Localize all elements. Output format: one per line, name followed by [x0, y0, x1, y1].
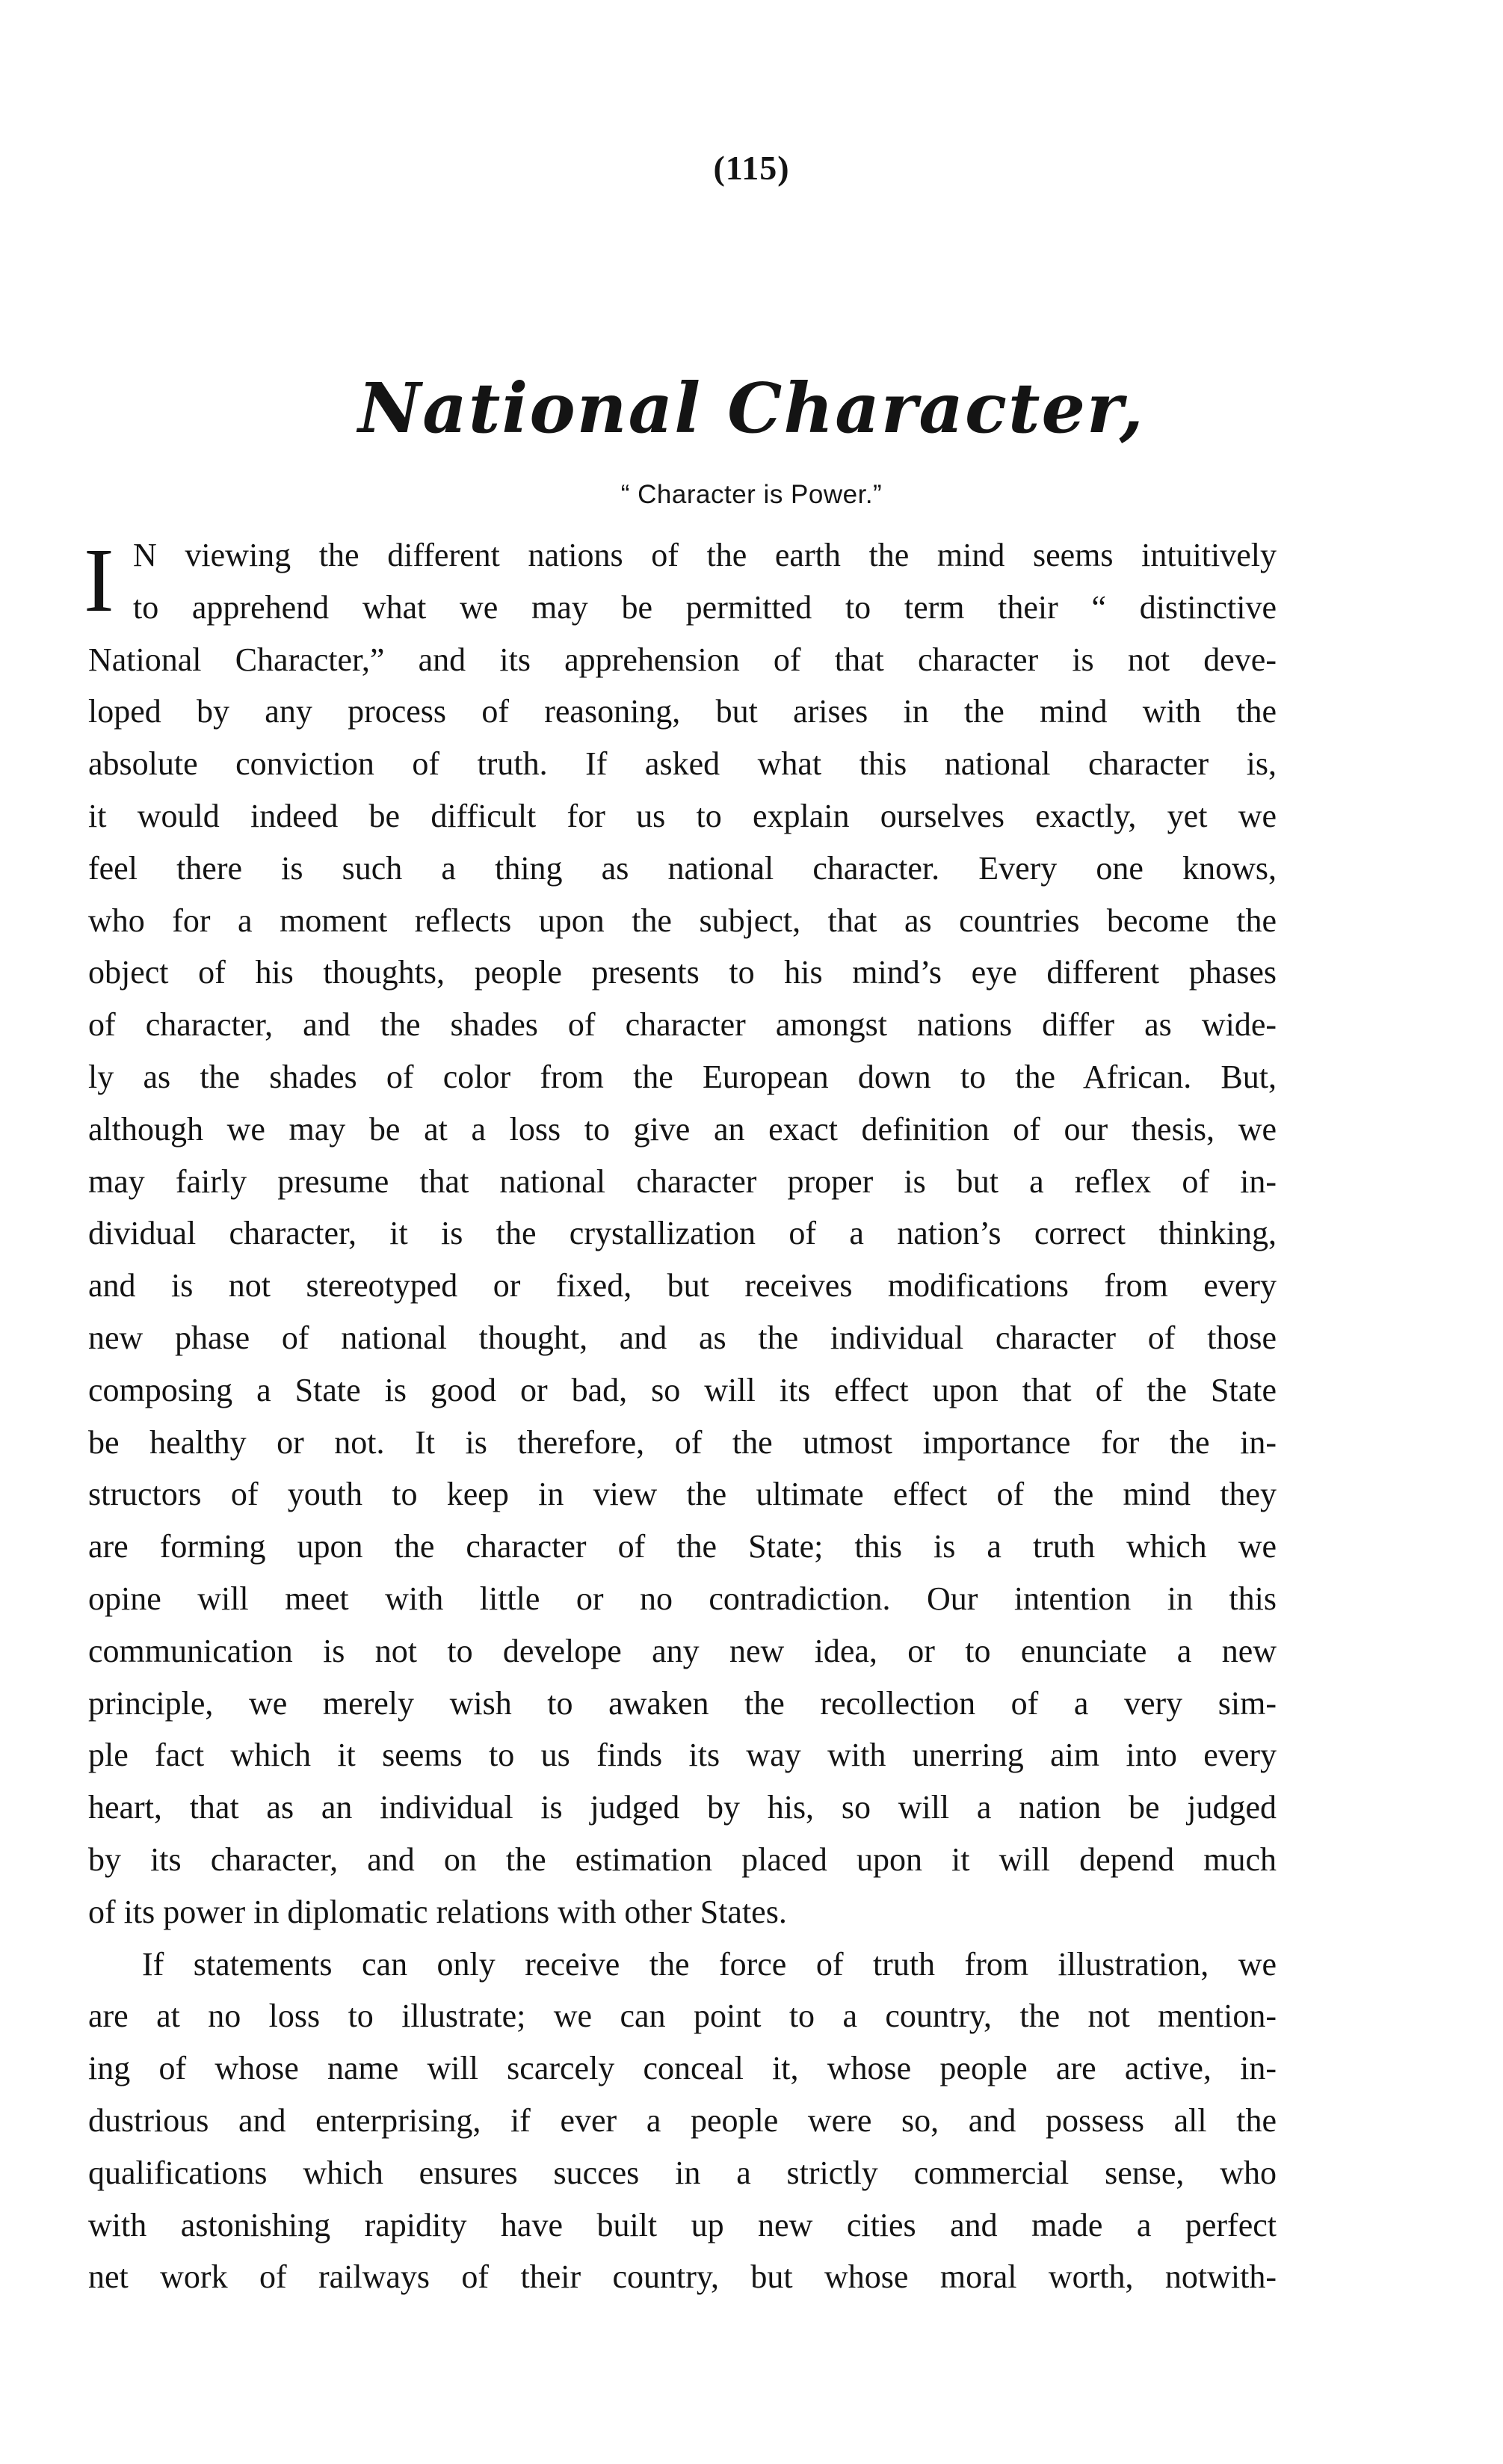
text-line: ly as the shades of color from the European down to the African. But,	[88, 1058, 1277, 1095]
text-line: dividual character, it is the crystallization of a nation’s correct thinking,	[88, 1215, 1277, 1252]
text-line: dustrious and enterprising, if ever a people were so, and possess all the	[88, 2101, 1277, 2139]
text-line: opine will meet with little or no contradiction. Our intention in this	[88, 1580, 1277, 1617]
text-line: feel there is such a thing as national character. Every one knows,	[88, 849, 1277, 887]
text-line: of its power in diplomatic relations with other States.	[88, 1893, 787, 1930]
text-line: absolute conviction of truth. If asked what this national character is,	[88, 745, 1277, 783]
text-line: If statements can only receive the force of truth from illustration, we	[142, 1945, 1277, 1983]
text-line: it would indeed be difficult for us to explain ourselves exactly, yet we	[88, 797, 1277, 834]
text-line: and is not stereotyped or fixed, but receives modifications from every	[88, 1267, 1277, 1305]
text-line: by its character, and on the estimation placed upon it will depend much	[88, 1841, 1277, 1878]
text-line: who for a moment reflects upon the subject, that as countries become the	[88, 902, 1277, 939]
text-line: although we may be at a loss to give an exact definition of our thesis, we	[88, 1110, 1277, 1148]
text-line: N viewing the different nations of the earth the mind seems intuitively	[133, 537, 1277, 573]
epigraph: “ Character is Power.”	[620, 480, 883, 509]
text-line: to apprehend what we may be permitted to term their “ distinctive	[133, 588, 1277, 626]
paragraph-2	[88, 1938, 1277, 2304]
text-line: communication is not to develope any new idea, or to enunciate a new	[88, 1632, 1277, 1669]
article-body	[84, 529, 1277, 2303]
text-line: with astonishing rapidity have built up new cities and made a perfect	[88, 2206, 1277, 2243]
text-line: be healthy or not. It is therefore, of the utmost importance for the in-	[88, 1423, 1277, 1461]
text-line: net work of railways of their country, but whose moral worth, notwith-	[88, 2258, 1277, 2296]
article-title: National Character,	[358, 368, 1145, 449]
text-line: structors of youth to keep in view the ultimate effect of the mind they	[88, 1476, 1277, 1513]
text-line: principle, we merely wish to awaken the recollection of a very sim-	[88, 1684, 1277, 1722]
text-line: are forming upon the character of the State; this is a truth which we	[88, 1528, 1277, 1565]
text-line: are at no loss to illustrate; we can point to a country, the not mention-	[88, 1998, 1277, 2035]
drop-cap: I	[84, 530, 114, 631]
paragraph-1	[88, 529, 1277, 1938]
text-line: heart, that as an individual is judged by his, so will a nation be judged	[88, 1789, 1277, 1826]
page-number: (115)	[713, 149, 790, 187]
text-line: new phase of national thought, and as the individual character of those	[88, 1319, 1277, 1356]
text-line: ing of whose name will scarcely conceal it, whose people are active, in-	[88, 2050, 1277, 2087]
text-line: qualifications which ensures succes in a strictly commercial sense, who	[88, 2154, 1277, 2191]
text-line: ple fact which it seems to us finds its way with unerring aim into every	[88, 1737, 1277, 1774]
text-line: object of his thoughts, people presents to his mind’s eye different phases	[88, 954, 1277, 991]
text-line: loped by any process of reasoning, but arises in the mind with the	[88, 693, 1277, 730]
text-line: National Character,” and its apprehension of that character is not deve-	[88, 641, 1277, 678]
text-line: of character, and the shades of character amongst nations differ as wide-	[88, 1006, 1277, 1044]
text-line: may fairly presume that national character proper is but a reflex of in-	[88, 1162, 1277, 1200]
text-line: composing a State is good or bad, so will its effect upon that of the State	[88, 1371, 1277, 1408]
